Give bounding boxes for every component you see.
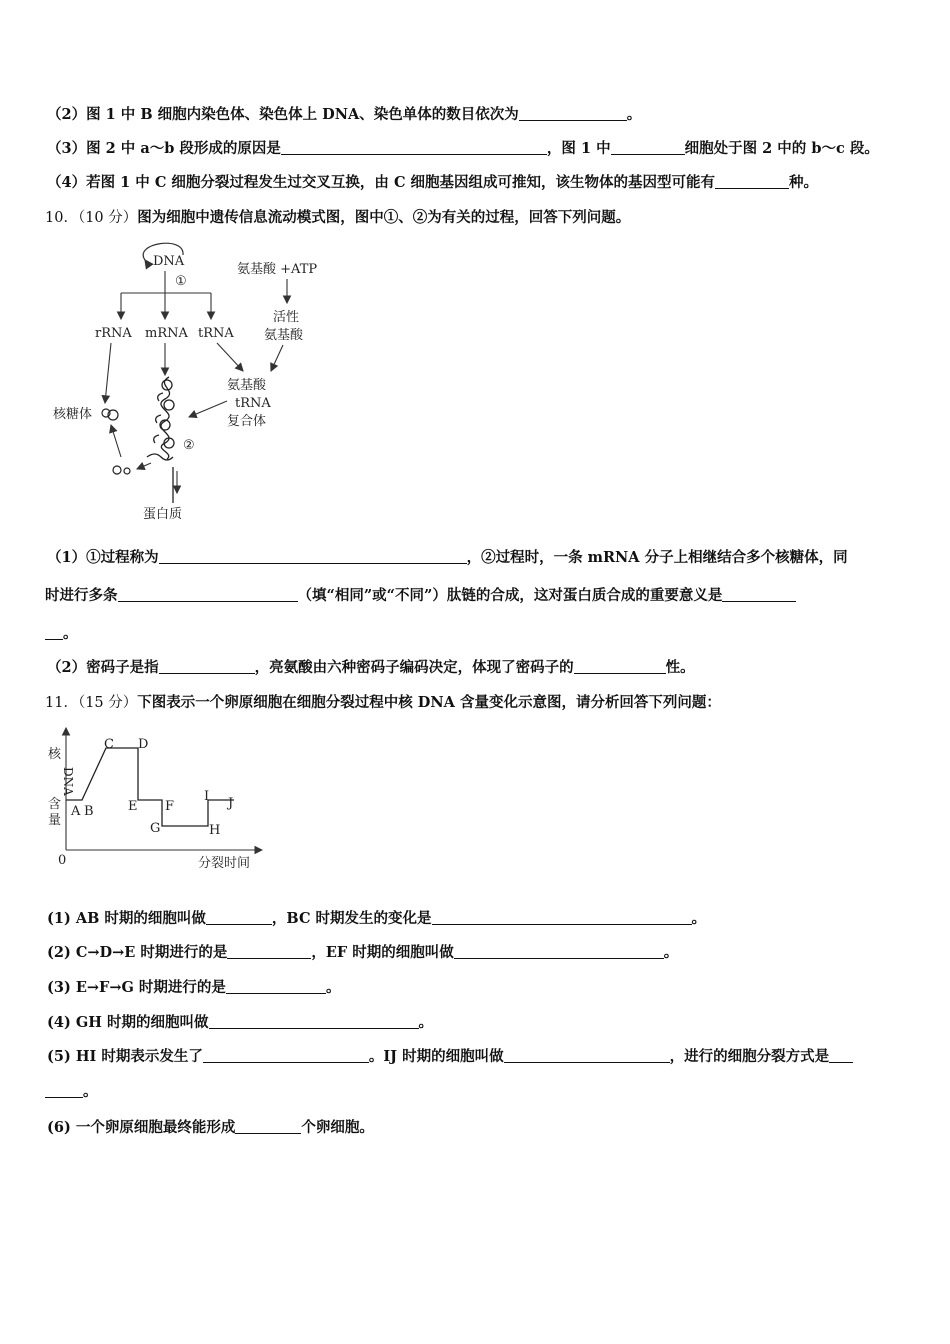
arrow-trna-to-complex <box>217 343 243 371</box>
arrow-complex-to-polysome <box>189 401 227 417</box>
q9-part3: （3）图 2 中 a～b 段形成的原因是 ，图 1 中 细胞处于图 2 中的 b～c 段。 <box>47 140 879 157</box>
y-label-3: 含 <box>48 797 62 812</box>
q11-sub5-line2: 。 <box>45 1080 98 1101</box>
answer-blank[interactable] <box>829 1048 853 1063</box>
origin-label: 0 <box>58 853 67 868</box>
point-c: C <box>104 737 114 752</box>
polysome-icon <box>147 377 174 503</box>
rrna-label: rRNA <box>95 326 132 341</box>
point-e: E <box>128 799 138 814</box>
q11-sub3: (3) E→F→G 时期进行的是 。 <box>47 979 341 996</box>
answer-blank[interactable] <box>45 1083 83 1098</box>
x-label: 分裂时间 <box>198 856 251 871</box>
dna-content-graph <box>40 722 280 882</box>
point-i: I <box>204 789 210 804</box>
answer-blank[interactable] <box>519 106 627 121</box>
answer-blank[interactable] <box>504 1048 670 1063</box>
active-label-2: 氨基酸 <box>264 328 304 343</box>
complex-label-1: 氨基酸 <box>227 378 267 393</box>
answer-blank[interactable] <box>281 140 547 155</box>
answer-blank[interactable] <box>574 659 666 674</box>
q10-part1-line3: 。 <box>45 622 78 643</box>
amino-atp-label: 氨基酸 +ATP <box>237 262 318 277</box>
q9-part4: （4）若图 1 中 C 细胞分裂过程发生过交叉互换，由 C 细胞基因组成可推知，该生物体的基因型可能有 种。 <box>47 174 819 191</box>
complex-label-2: tRNA <box>235 396 271 411</box>
point-d: D <box>138 737 149 752</box>
q9-part2: （2）图 1 中 B 细胞内染色体、染色体上 DNA、染色单体的数目依次为 。 <box>47 106 642 123</box>
trna-label: tRNA <box>198 326 234 341</box>
answer-blank[interactable] <box>45 625 63 640</box>
y-label-2: DNA <box>61 767 75 796</box>
answer-blank[interactable] <box>722 587 796 602</box>
point-b: B <box>84 804 94 819</box>
point-f: F <box>165 799 175 814</box>
q10-stem: 10．（10 分）图为细胞中遗传信息流动模式图，图中①、②为有关的过程，回答下列问题。 <box>45 209 631 226</box>
y-label-4: 量 <box>48 813 62 828</box>
process1-label: ① <box>175 274 187 289</box>
arrow-subunits-to-ribosome <box>111 425 121 457</box>
answer-blank[interactable] <box>118 587 298 602</box>
arrow-rrna-to-ribosome <box>105 343 111 403</box>
answer-blank[interactable] <box>715 174 789 189</box>
ribosome-label: 核糖体 <box>53 407 93 422</box>
mrna-label: mRNA <box>145 326 188 341</box>
answer-blank[interactable] <box>227 944 311 959</box>
answer-blank[interactable] <box>203 1048 369 1063</box>
answer-blank[interactable] <box>235 1119 301 1134</box>
point-g: G <box>150 821 161 836</box>
arrow-active-to-complex <box>271 345 283 371</box>
point-j: J <box>228 796 234 811</box>
y-label-1: 核 <box>48 747 62 762</box>
point-a: A <box>71 804 81 819</box>
q11-stem: 11．（15 分）下图表示一个卵原细胞在细胞分裂过程中核 DNA 含量变化示意图，请分析回答下列问题： <box>45 694 721 711</box>
answer-blank[interactable] <box>159 659 255 674</box>
q11-sub2: (2) C→D→E 时期进行的是 ，EF 时期的细胞叫做 。 <box>47 944 679 961</box>
q11-sub5-line1: (5) HI 时期表示发生了 。IJ 时期的细胞叫做 ，进行的细胞分裂方式是 <box>47 1045 853 1066</box>
answer-blank[interactable] <box>226 979 326 994</box>
process2-label: ② <box>183 438 195 453</box>
arrow-release-subunits <box>137 463 151 469</box>
complex-label-3: 复合体 <box>227 414 267 429</box>
q11-sub4: (4) GH 时期的细胞叫做 。 <box>47 1014 433 1031</box>
q11-sub6: (6) 一个卵原细胞最终能形成 个卵细胞。 <box>47 1119 374 1136</box>
q10-part1-line1: （1）①过程称为 ，②过程时，一条 mRNA 分子上相继结合多个核糖体，同 <box>47 549 848 566</box>
answer-blank[interactable] <box>209 1014 419 1029</box>
active-label-1: 活性 <box>273 310 300 325</box>
answer-blank[interactable] <box>159 549 467 564</box>
protein-label: 蛋白质 <box>143 507 183 522</box>
q11-sub1: (1) AB 时期的细胞叫做 ，BC 时期发生的变化是 。 <box>47 910 707 927</box>
point-h: H <box>209 823 221 838</box>
answer-blank[interactable] <box>454 944 664 959</box>
dna-label: DNA <box>153 254 185 269</box>
q10-part2: （2）密码子是指 ，亮氨酸由六种密码子编码决定，体现了密码子的 性。 <box>47 659 695 676</box>
answer-blank[interactable] <box>206 910 272 925</box>
answer-blank[interactable] <box>432 910 692 925</box>
q10-part1-line2: 时进行多条 （填“相同”或“不同”）肽链的合成，这对蛋白质合成的重要意义是 <box>45 584 796 605</box>
answer-blank[interactable] <box>611 140 685 155</box>
gene-expression-diagram <box>45 235 345 530</box>
